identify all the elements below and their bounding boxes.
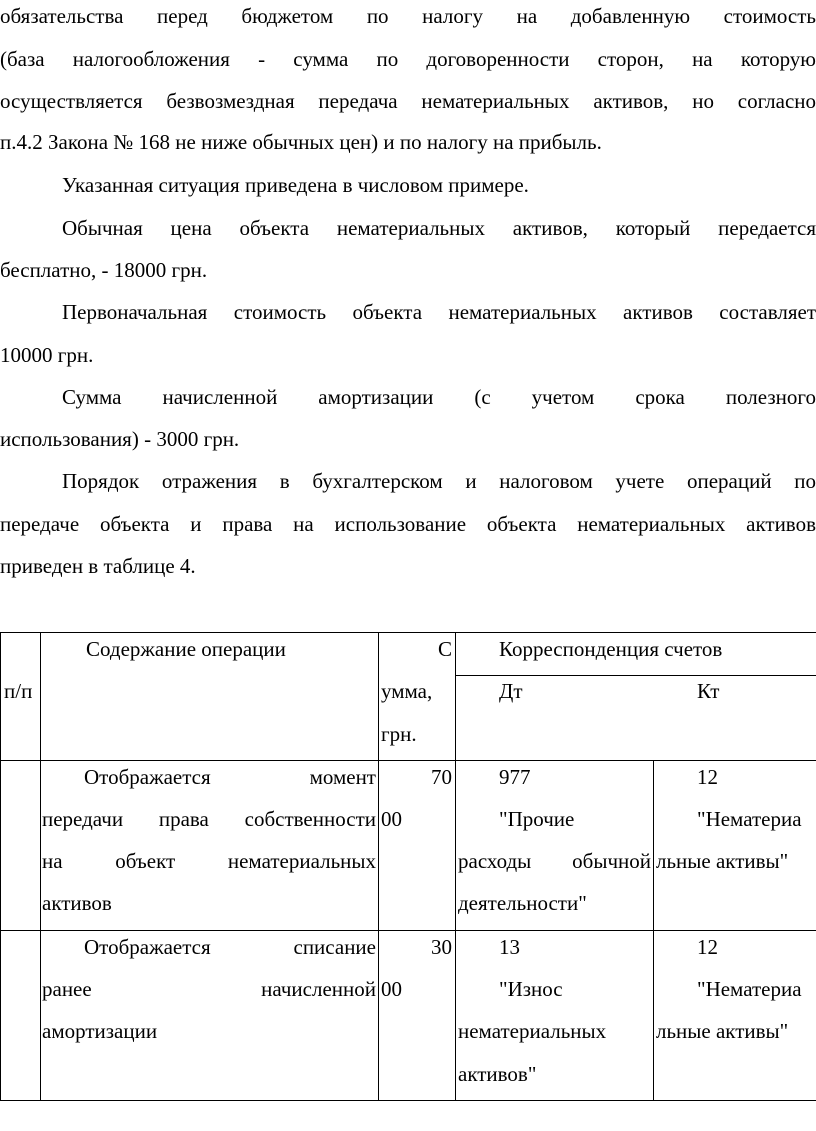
row-sum: 00	[381, 977, 402, 1001]
paragraph-line: (база налогообложения - сумма по договоренности сторон, на которую	[0, 47, 816, 71]
paragraph-line: 10000 грн.	[0, 343, 94, 367]
table-border-col-3	[455, 632, 456, 1101]
paragraph-line: Обычная цена объекта нематериальных активов, который передается	[62, 216, 816, 240]
row-debit: нематериальных	[458, 1019, 607, 1043]
header-content: Содержание операции	[86, 637, 286, 661]
table-border-col-2	[378, 632, 379, 1101]
paragraph-line: обязательства перед бюджетом по налогу на добавленную стоимость	[0, 4, 816, 28]
row-debit: "Прочие	[499, 807, 575, 831]
row-debit: расходы обычной	[458, 849, 651, 873]
row-debit: деятельности"	[458, 891, 587, 915]
row-content: на объект нематериальных	[42, 849, 376, 873]
paragraph-line: передаче объекта и права на использование объекта нематериальных активов	[0, 512, 816, 536]
row-credit: 12	[697, 765, 718, 789]
paragraph-line: Сумма начисленной амортизации (с учетом срока полезного	[62, 385, 816, 409]
paragraph-line: приведен в таблице 4.	[0, 554, 196, 578]
table-border-col-1	[40, 632, 41, 1101]
table-border-bottom	[0, 1100, 816, 1101]
header-debit: Дт	[499, 679, 523, 703]
paragraph-line: использования) - 3000 грн.	[0, 427, 240, 451]
row-debit: активов"	[458, 1062, 537, 1086]
row-credit: льные активы"	[656, 1019, 789, 1043]
row-debit: 13	[499, 935, 520, 959]
header-number: п/п	[4, 679, 33, 703]
row-content: Отображается момент	[84, 765, 376, 789]
row-content: ранее начисленной	[42, 977, 376, 1001]
row-sum: 00	[381, 807, 402, 831]
table-border-top	[0, 632, 816, 633]
table-border-col-4	[653, 760, 654, 1101]
row-credit: "Нематериа	[697, 977, 802, 1001]
paragraph-line: бесплатно, - 18000 грн.	[0, 258, 208, 282]
paragraph-line: п.4.2 Закона № 168 не ниже обычных цен) и по налогу на прибыль.	[0, 130, 602, 154]
table-border-corr-split	[455, 675, 816, 676]
row-credit: льные активы"	[656, 849, 789, 873]
table-border-left	[0, 632, 1, 1101]
header-sum: С	[437, 637, 452, 661]
row-sum: 30	[431, 935, 452, 959]
row-credit: 12	[697, 935, 718, 959]
row-debit: 977	[499, 765, 531, 789]
row-sum: 70	[431, 765, 452, 789]
row-credit: "Нематериа	[697, 807, 802, 831]
paragraph-line: осуществляется безвозмездная передача нематериальных активов, но согласно	[0, 89, 816, 113]
row-debit: "Износ	[499, 977, 563, 1001]
header-correspondence: Корреспонденция счетов	[499, 637, 723, 661]
row-content: передачи права собственности	[42, 807, 376, 831]
row-content: амортизации	[42, 1019, 158, 1043]
row-content: Отображается списание	[84, 935, 376, 959]
header-sum: грн.	[381, 722, 417, 746]
header-credit: Кт	[697, 679, 720, 703]
paragraph-line: Порядок отражения в бухгалтерском и налоговом учете операций по	[62, 469, 816, 493]
paragraph-line: Первоначальная стоимость объекта нематериальных активов составляет	[62, 300, 816, 324]
table-border-header-bottom	[0, 760, 816, 761]
paragraph-line: Указанная ситуация приведена в числовом примере.	[62, 173, 529, 197]
table-border-row-1	[0, 930, 816, 931]
header-sum: умма,	[381, 679, 433, 703]
row-content: активов	[42, 891, 112, 915]
